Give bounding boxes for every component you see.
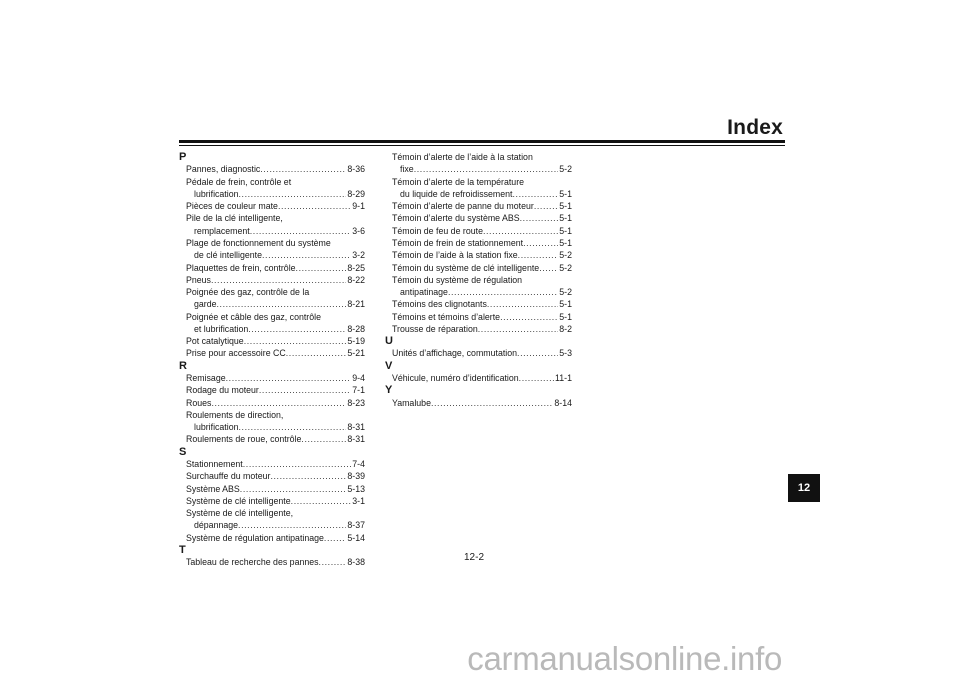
index-entry	[180, 532, 365, 544]
index-entry-label: Pneus	[186, 274, 211, 285]
index-entry-label: Prise pour accessoire CC	[186, 348, 286, 359]
watermark[interactable]: carmanualsonline.info	[467, 640, 782, 677]
leader-dots	[414, 163, 559, 175]
index-entry-label: Témoin du système de clé intelligente	[392, 262, 540, 273]
index-entry-label: Témoin de l’aide à la station fixe	[392, 250, 518, 261]
index-entry	[180, 262, 365, 274]
index-entry-label: du liquide de refroidissement	[400, 188, 513, 199]
index-entry-label: fixe	[400, 164, 414, 175]
index-section-letter: S	[179, 445, 187, 458]
index-entry	[180, 249, 365, 261]
index-entry-line: Plage de fonctionnement du système	[186, 237, 331, 248]
index-entry-page: 8-31	[347, 434, 365, 445]
leader-dots	[244, 335, 347, 347]
index-entry-label: lubrification	[194, 422, 239, 433]
index-entry-page: 5-2	[559, 262, 572, 273]
index-entry-line: Témoin d’alerte de l’aide à la station	[392, 152, 533, 162]
index-entry-page: 5-1	[559, 188, 572, 199]
index-entry	[180, 188, 365, 200]
index-entry-page: 11-1	[555, 373, 572, 384]
leader-dots	[296, 262, 347, 274]
index-entry-page: 8-38	[347, 557, 365, 568]
title-rule-thick	[179, 140, 785, 143]
index-entry-page: 8-31	[347, 422, 365, 433]
index-entry-label: et lubrification	[194, 323, 249, 334]
index-entry	[386, 200, 572, 212]
index-entry-page: 5-3	[559, 348, 572, 359]
index-entry-line: Témoin du système de régulation	[392, 274, 523, 285]
index-entry-label: Pannes, diagnostic	[186, 164, 261, 175]
index-section-letter: V	[385, 359, 393, 372]
leader-dots	[270, 470, 346, 482]
index-entry	[386, 225, 572, 237]
index-entry-page: 3-1	[352, 495, 365, 506]
index-entry-page: 5-2	[559, 287, 572, 298]
index-entry	[386, 212, 572, 224]
leader-dots	[517, 347, 558, 359]
index-entry-page: 8-2	[559, 323, 572, 334]
index-entry-page: 5-1	[559, 311, 572, 322]
index-entry-page: 5-1	[559, 299, 572, 310]
leader-dots	[238, 519, 346, 531]
page-number: 12-2	[464, 552, 485, 563]
index-column-right	[386, 151, 572, 409]
index-entry	[386, 372, 572, 384]
index-entry	[180, 556, 365, 568]
index-entry	[180, 397, 365, 409]
leader-dots	[483, 225, 558, 237]
leader-dots	[243, 458, 352, 470]
leader-dots	[260, 163, 346, 175]
index-entry-page: 8-14	[554, 397, 572, 408]
index-section-letter: R	[179, 359, 187, 372]
index-entry	[386, 347, 572, 359]
leader-dots	[487, 298, 558, 310]
index-column-left	[180, 151, 365, 569]
index-entry-label: Témoin de frein de stationnement	[392, 237, 524, 248]
index-entry-label: Témoin d’alerte de panne du moteur	[392, 201, 534, 212]
leader-dots	[248, 323, 346, 335]
index-entry-line: Pédale de frein, contrôle et	[186, 176, 292, 187]
index-entry-page: 8-28	[347, 323, 365, 334]
leader-dots	[278, 200, 351, 212]
index-entry	[180, 372, 365, 384]
index-entry-label: Pot catalytique	[186, 336, 244, 347]
index-entry	[180, 519, 365, 531]
index-section-letter: U	[385, 335, 393, 348]
index-entry	[180, 347, 365, 359]
index-entry	[386, 286, 572, 298]
index-entry	[180, 483, 365, 495]
index-entry-page: 5-1	[559, 225, 572, 236]
index-entry-page: 5-2	[559, 164, 572, 175]
index-entry	[180, 458, 365, 470]
index-entry	[180, 384, 365, 396]
index-entry-page: 5-13	[347, 483, 365, 494]
leader-dots	[239, 421, 347, 433]
index-entry-label: Véhicule, numéro d’identification	[392, 373, 519, 384]
leader-dots	[250, 225, 352, 237]
index-entry-page: 7-4	[352, 458, 365, 469]
index-entry	[386, 311, 572, 323]
index-entry	[386, 397, 572, 409]
index-entry-label: Trousse de réparation	[392, 323, 478, 334]
index-entry-line: Pile de la clé intelligente,	[186, 213, 283, 224]
index-entry-page: 3-6	[352, 225, 365, 236]
leader-dots	[211, 274, 346, 286]
index-entry-label: Unités d’affichage, commutation	[392, 348, 518, 359]
leader-dots	[512, 188, 558, 200]
index-entry-label: Plaquettes de frein, contrôle	[186, 262, 296, 273]
index-entry	[386, 237, 572, 249]
leader-dots	[259, 384, 351, 396]
index-entry-label: Surchauffe du moteur	[186, 471, 271, 482]
index-entry-label: lubrification	[194, 188, 239, 199]
index-entry-page: 3-2	[352, 250, 365, 261]
index-entry	[386, 262, 572, 274]
leader-dots	[448, 286, 558, 298]
index-entry	[386, 298, 572, 310]
leader-dots	[500, 311, 558, 323]
index-entry-line: Témoin d’alerte de la température	[392, 176, 525, 187]
leader-dots	[226, 372, 352, 384]
leader-dots	[539, 262, 558, 274]
index-entry-label: de clé intelligente	[194, 250, 262, 261]
leader-dots	[431, 397, 553, 409]
index-entry-page: 5-1	[559, 237, 572, 248]
index-entry	[386, 249, 572, 261]
index-entry-label: Pièces de couleur mate	[186, 201, 278, 212]
leader-dots	[324, 532, 346, 544]
index-entry-label: Témoin de feu de route	[392, 225, 483, 236]
index-entry-label: remplacement	[194, 225, 250, 236]
index-entry-page: 8-21	[347, 299, 365, 310]
index-entry-label: Système de régulation antipatinage	[186, 532, 324, 543]
index-entry	[180, 433, 365, 445]
index-entry-line: Poignée des gaz, contrôle de la	[186, 287, 310, 298]
index-entry-label: Rodage du moteur	[186, 385, 259, 396]
index-entry-label: Tableau de recherche des pannes	[186, 557, 319, 568]
index-section-letter: Y	[385, 384, 393, 397]
index-entry-line: Poignée et câble des gaz, contrôle	[186, 311, 321, 322]
index-entry-label: Système de clé intelligente	[186, 495, 291, 506]
leader-dots	[520, 212, 559, 224]
index-entry-page: 8-39	[347, 471, 365, 482]
leader-dots	[286, 347, 347, 359]
index-entry-page: 5-21	[347, 348, 365, 359]
index-section-letter: P	[179, 151, 187, 163]
index-entry-page: 8-22	[347, 274, 365, 285]
index-entry	[180, 335, 365, 347]
index-entry-label: antipatinage	[400, 287, 448, 298]
index-entry-page: 5-19	[347, 336, 365, 347]
index-entry-label: Stationnement	[186, 458, 243, 469]
index-entry-page: 8-25	[347, 262, 365, 273]
index-entry	[386, 188, 572, 200]
index-entry	[180, 298, 365, 310]
index-entry	[180, 323, 365, 335]
leader-dots	[519, 372, 554, 384]
index-entry-page: 9-4	[352, 373, 365, 384]
leader-dots	[211, 397, 346, 409]
leader-dots	[319, 556, 347, 568]
leader-dots	[534, 200, 558, 212]
index-entry-page: 5-2	[559, 250, 572, 261]
index-entry-page: 8-23	[347, 397, 365, 408]
index-entry	[386, 323, 572, 335]
index-entry-label: Témoins et témoins d’alerte	[392, 311, 501, 322]
index-entry-label: Roues	[186, 397, 212, 408]
index-entry-label: Yamalube	[392, 397, 431, 408]
leader-dots	[240, 483, 347, 495]
leader-dots	[262, 249, 351, 261]
index-entry-label: Système ABS	[186, 483, 240, 494]
index-entry-page: 5-14	[347, 532, 365, 543]
index-entry	[180, 163, 365, 175]
leader-dots	[301, 433, 346, 445]
index-entry-page: 8-29	[347, 188, 365, 199]
leader-dots	[518, 249, 559, 261]
index-entry-label: Remisage	[186, 373, 226, 384]
index-entry-page: 5-1	[559, 201, 572, 212]
index-entry-label: Témoin d’alerte du système ABS	[392, 213, 520, 224]
index-entry-label: dépannage	[194, 520, 239, 531]
index-entry-label: garde	[194, 299, 217, 310]
index-entry	[180, 200, 365, 212]
index-entry	[180, 495, 365, 507]
leader-dots	[523, 237, 558, 249]
index-entry-page: 5-1	[559, 213, 572, 224]
index-entry-line: Roulements de direction,	[186, 409, 284, 420]
index-entry-page: 8-36	[347, 164, 365, 175]
index-entry-page: 9-1	[352, 201, 365, 212]
index-entry	[180, 225, 365, 237]
index-entry-line: Système de clé intelligente,	[186, 508, 294, 519]
index-entry	[386, 163, 572, 175]
index-entry	[180, 421, 365, 433]
index-entry-page: 7-1	[352, 385, 365, 396]
chapter-tab[interactable]: 12	[788, 474, 820, 502]
index-entry-label: Témoins des clignotants	[392, 299, 487, 310]
index-entry-page: 8-37	[347, 520, 365, 531]
index-entry-label: Roulements de roue, contrôle	[186, 434, 302, 445]
page-title: Index	[727, 116, 783, 139]
leader-dots	[478, 323, 559, 335]
leader-dots	[291, 495, 352, 507]
index-entry	[180, 470, 365, 482]
leader-dots	[217, 298, 347, 310]
index-entry	[180, 274, 365, 286]
title-rule-thin	[179, 145, 785, 146]
leader-dots	[239, 188, 347, 200]
index-section-letter: T	[179, 543, 186, 556]
